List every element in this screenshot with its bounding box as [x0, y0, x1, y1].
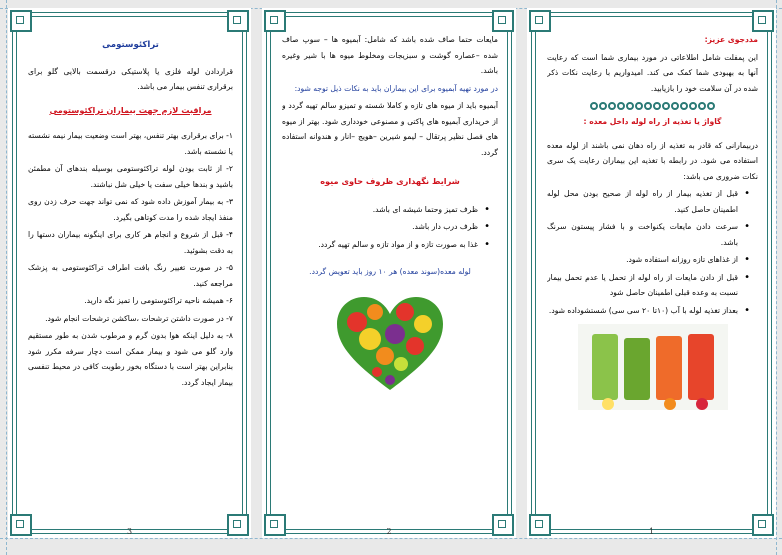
list-item: • قبل از تغذیه بیمار از راه لوله از صحیح بودن محل لوله اطمینان حاصل کنید. — [547, 186, 748, 217]
list-item: • از غذاهای تازه روزانه استفاده شود. — [547, 252, 748, 268]
list-item: • ظرف درب دار باشد. — [282, 219, 488, 235]
juice-glasses-image — [547, 324, 758, 416]
guide-line-bottom — [0, 538, 782, 539]
list-item: • سرعت دادن مایعات یکنواخت و با فشار پیستون سرنگ باشد. — [547, 219, 748, 250]
panel2-blue-para: در مورد تهیه آبمیوه برای این بیماران باید به نکات ذیل توجه شود: — [294, 83, 498, 93]
page-number: 2 — [386, 527, 392, 536]
panel2-title: شرایط نگهداری ظروف حاوی میوه — [320, 176, 460, 186]
list-item: • بعداز تغذیه لوله با آب (۱۰تا ۲۰ سی سی) شستشوداده شود. — [547, 303, 748, 319]
list-item: • غذا به صورت تازه و از مواد تازه و سالم تهیه گردد. — [282, 237, 488, 253]
guide-line-left — [6, 0, 7, 555]
panel-juice-preparation — [262, 8, 516, 538]
list-item: • قبل از دادن مایعات از راه لوله از تحمل یا عدم تحمل بیمار نسبت به وعده قبلی اطمینان حاصل شود — [547, 270, 748, 301]
panel3-intro: قراردادن لوله فلزی یا پلاستیکی درقسمت بالایی گلو برای برقراری تنفس بیمار می باشد. — [28, 66, 233, 91]
panel1-subtitle: گاواژ یا تغذیه از راه لوله داخل معده : — [583, 117, 722, 126]
page-number: 3 — [126, 527, 133, 536]
list-item: • ظرف تمیز وحتما شیشه ای باشد. — [282, 202, 488, 218]
care-item: ۱- برای برقراری بهتر تنفس، بهتر است وضعیت بیمار نیمه نشسته یا نشسته باشد. — [28, 131, 233, 156]
panel-tracheostomy — [8, 8, 251, 538]
panel2-para1: مایعات حتما صاف شده باشد که شامل: آبمیوه ها – سوپ صاف شده –عصاره گوشت و سبزیجات ومخلوط میوه ها با شیر وغیره باشد. — [282, 35, 498, 75]
greeting: مددجوی عزیز: — [704, 35, 758, 44]
care-item: ۸- به دلیل اینکه هوا بدون گرم و مرطوب شدن به طور مستقیم وارد گلو می شود و بیمار ممکن است دچار سرفه مکرر شود بنابراین بهتر است با دستگاه بخور رطوبت کافی در محیط تنفسی بیمار ایجاد گردد. — [28, 331, 233, 387]
panel2-para2: آبمیوه باید از میوه های تازه و کاملا شسته و تمیزو سالم تهیه گردد و از خریداری آبمیوه های پاکتی و مصنوعی خودداری شود. بهتر از میوه های فصل نظیر پرتقال – لیمو شیرین –هویج –انار و هندوانه استفاده گردد. — [282, 101, 498, 157]
care-item: ۳- به بیمار آموزش داده شود که نمی تواند جهت حرف زدن روی منفذ ایجاد شده را مدت کوتاهی بگیرد. — [28, 197, 233, 222]
panel2-note: لوله معده(سوند معده) هر ۱۰ روز باید تعویض گردد. — [309, 267, 471, 276]
panel-gavage — [527, 8, 776, 538]
care-item: ۶- همیشه ناحیه تراکئوستومی را تمیز نگه دارید. — [84, 296, 233, 305]
panel1-intro: این پمفلت شامل اطلاعاتی در مورد بیماری شما است که رعایت آنها به بهبودی شما کمک می کند. امیدواریم با رعایت نکات ذکر شده در آن سلامت خود را بازیابید. — [547, 52, 758, 93]
care-item: ۲- از ثابت بودن لوله تراکئوستومی بوسیله بندهای آن مطمئن باشید و بندها خیلی سفت یا خیلی شل نباشند. — [28, 164, 233, 189]
care-item: ۷- در صورت داشتن ترشحات ،ساکشن ترشحات انجام شود. — [45, 313, 233, 323]
gavage-bullets — [547, 186, 758, 318]
decorative-wave — [547, 102, 758, 110]
care-item: ۵- در صورت تغییر رنگ بافت اطراف تراکئوستومی به پزشک مراجعه کنید. — [28, 263, 233, 288]
page-number: 1 — [648, 527, 655, 536]
panel3-subtitle: مراقبت لازم جهت بیماران تراکئوستومی — [49, 104, 212, 115]
panel3-title: تراکئوستومی — [102, 40, 159, 50]
care-item: ۴- قبل از شروع و انجام هر کاری برای اینگونه بیماران دستها را به دقت بشوئید. — [28, 230, 233, 255]
guide-line-right — [776, 0, 777, 555]
panel1-para: دربیمارانی که قادر به تغذیه از راه دهان نمی باشند از لوله معده استفاده می شود. در رابطه با تغذیه این بیماران رعایت یک سری نکات ضروری می باشد: — [547, 140, 758, 181]
fruit-heart-image — [282, 294, 498, 398]
container-bullets — [282, 202, 498, 253]
